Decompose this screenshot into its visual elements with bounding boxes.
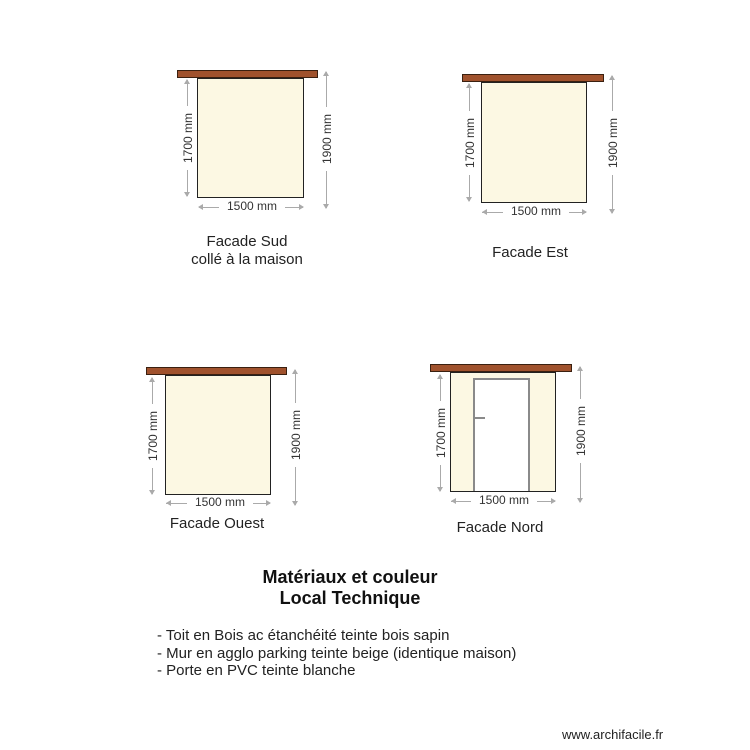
list-item: - Mur en agglo parking teinte beige (identique maison) bbox=[157, 644, 517, 662]
wall-height-label: 1700 mm bbox=[181, 106, 195, 170]
materials-list bbox=[157, 627, 516, 680]
arrow-left-icon bbox=[451, 498, 456, 504]
arrow-down-icon bbox=[323, 204, 329, 209]
arrow-down-icon bbox=[437, 487, 443, 492]
width-label: 1500 mm bbox=[187, 495, 253, 509]
arrow-down-icon bbox=[149, 490, 155, 495]
caption-line: Facade Ouest bbox=[169, 515, 265, 532]
arrow-down-icon bbox=[184, 192, 190, 197]
arrow-right-icon bbox=[266, 500, 271, 506]
facade-caption bbox=[137, 515, 297, 533]
list-item: - Toit en Bois ac étanchéité teinte bois sapin bbox=[157, 627, 450, 644]
arrow-up-icon bbox=[437, 374, 443, 379]
list-item: - Porte en PVC teinte blanche bbox=[157, 662, 356, 679]
width-label: 1500 mm bbox=[503, 204, 569, 218]
roof bbox=[462, 74, 604, 82]
arrow-up-icon bbox=[323, 71, 329, 76]
arrow-up-icon bbox=[466, 83, 472, 88]
materials-title bbox=[220, 567, 480, 609]
roof bbox=[430, 364, 572, 372]
arrow-up-icon bbox=[292, 369, 298, 374]
wall-height-label: 1700 mm bbox=[146, 404, 160, 468]
title-line: Matériaux et couleur bbox=[262, 567, 438, 587]
arrow-up-icon bbox=[184, 79, 190, 84]
arrow-left-icon bbox=[198, 204, 203, 210]
arrow-up-icon bbox=[609, 75, 615, 80]
arrow-down-icon bbox=[609, 209, 615, 214]
roof bbox=[177, 70, 318, 78]
caption-line: collé à la maison bbox=[191, 251, 303, 268]
caption-line: Facade Est bbox=[492, 244, 568, 261]
arrow-up-icon bbox=[149, 377, 155, 382]
total-height-label: 1900 mm bbox=[574, 399, 588, 463]
total-height-label: 1900 mm bbox=[320, 107, 334, 171]
facade-caption bbox=[450, 244, 610, 262]
arrow-down-icon bbox=[292, 501, 298, 506]
door-handle bbox=[475, 417, 485, 419]
wall-height-label: 1700 mm bbox=[463, 111, 477, 175]
wall-height-label: 1700 mm bbox=[434, 401, 448, 465]
caption-line: Facade Sud bbox=[206, 233, 288, 250]
door bbox=[473, 378, 530, 491]
watermark: www.archifacile.fr bbox=[562, 727, 664, 742]
arrow-right-icon bbox=[582, 209, 587, 215]
total-height-label: 1900 mm bbox=[289, 403, 303, 467]
arrow-right-icon bbox=[299, 204, 304, 210]
wall bbox=[481, 82, 587, 203]
arrow-left-icon bbox=[482, 209, 487, 215]
arrow-left-icon bbox=[166, 500, 171, 506]
arrow-up-icon bbox=[577, 366, 583, 371]
facade-caption bbox=[420, 519, 580, 537]
wall bbox=[165, 375, 271, 495]
width-label: 1500 mm bbox=[219, 199, 285, 213]
arrow-right-icon bbox=[551, 498, 556, 504]
roof bbox=[146, 367, 287, 375]
wall bbox=[197, 78, 304, 198]
arrow-down-icon bbox=[577, 498, 583, 503]
facade-caption bbox=[167, 233, 327, 269]
arrow-down-icon bbox=[466, 197, 472, 202]
caption-line: Facade Nord bbox=[456, 519, 544, 536]
title-line: Local Technique bbox=[279, 588, 421, 608]
total-height-label: 1900 mm bbox=[606, 111, 620, 175]
width-label: 1500 mm bbox=[471, 493, 537, 507]
